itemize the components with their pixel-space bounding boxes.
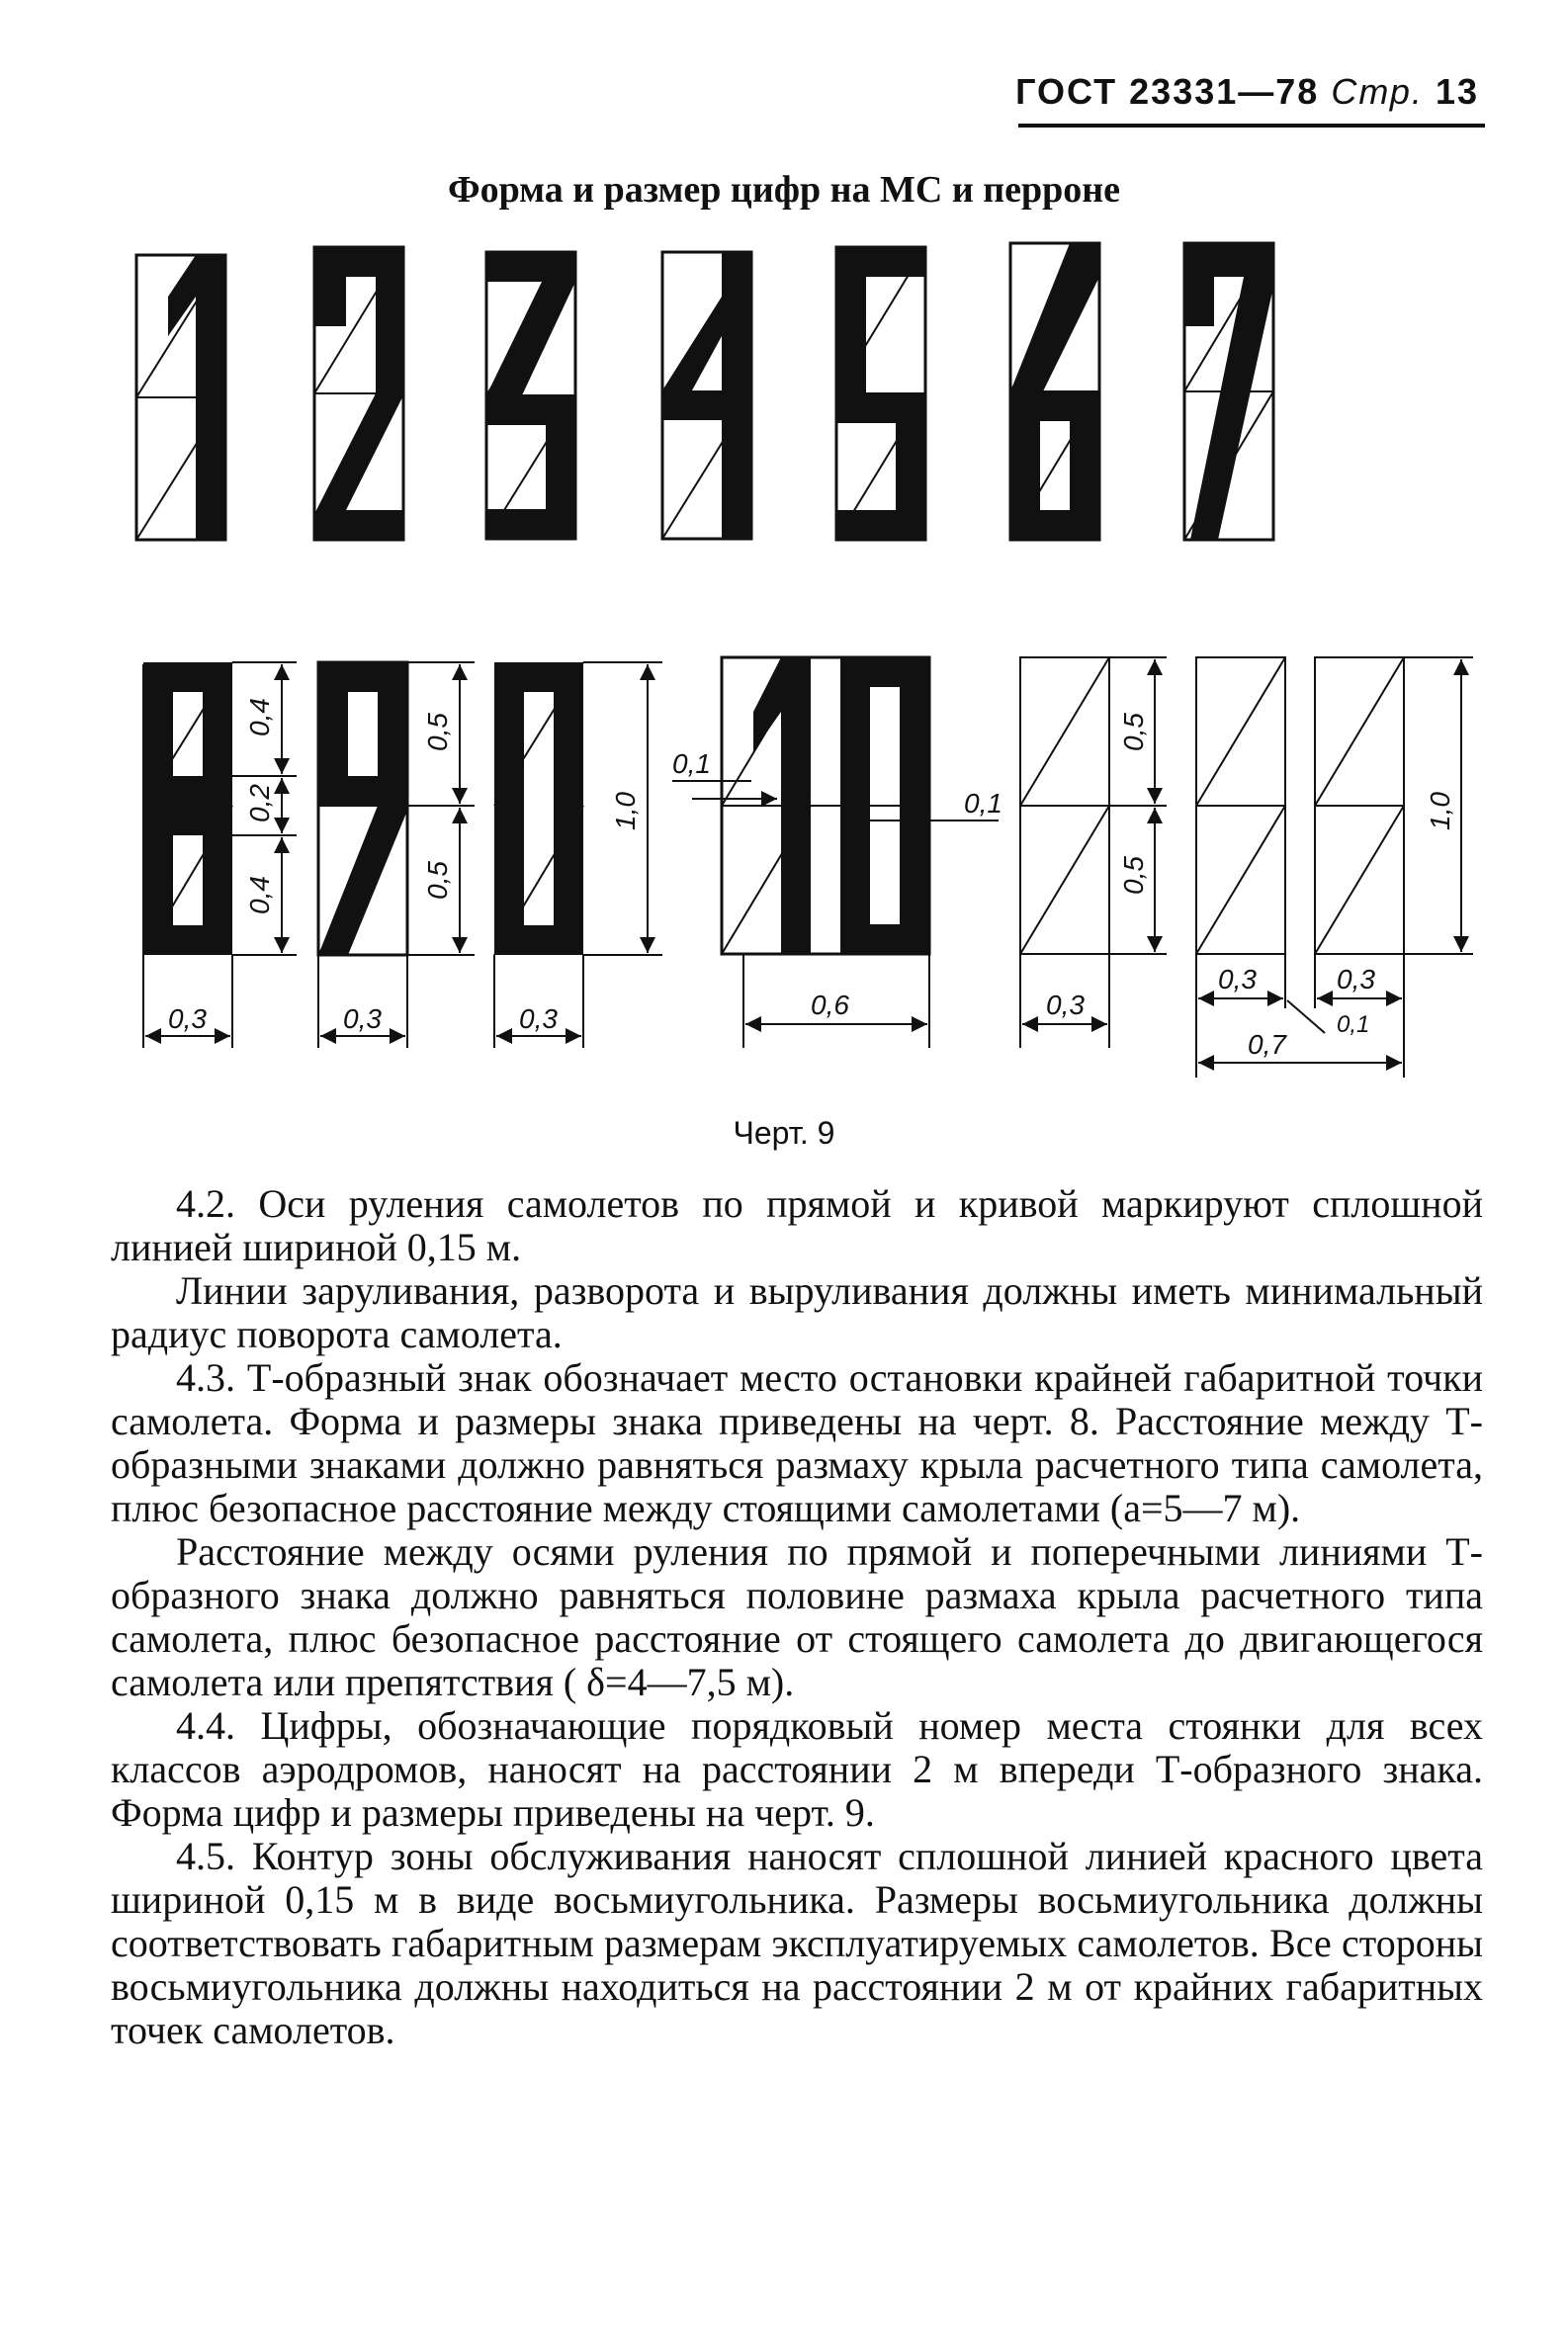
paragraph: 4.5. Контур зоны обслуживания наносят сплошной линией красного цвета шириной 0,15 м в виде восьмиугольника. Размеры восьмиугольника должны соответствовать габаритным размерам эксплуатируемых самолетов. Все стороны восьмиугольника должны находиться на расстоянии 2 м от крайних габаритных точек самолетов. [111, 1834, 1483, 2052]
digit-2 [314, 247, 403, 540]
paragraph: 4.3. Т-образный знак обозначает место остановки крайней габаритной точки самолета. Форма и размеры знака приведены на черт. 8. Расстояние между Т-образными знаками должно равняться размаху крыла расчетного типа самолета, плюс безопасное расстояние между стоящими самолетами (а=5—7 м). [111, 1355, 1483, 1530]
grid-cell-1 [1020, 657, 1109, 954]
dim-label: 0,4 [244, 698, 275, 736]
dim-label: 0,3 [1337, 964, 1375, 994]
digits-row-2 [143, 657, 1404, 955]
dim-label: 0,1 [1337, 1011, 1370, 1038]
digit-5 [836, 247, 925, 540]
digit-1 [136, 255, 225, 540]
digit-7 [1184, 243, 1273, 540]
digit-9 [318, 662, 407, 955]
digit-10 [722, 657, 929, 954]
dim-label: 0,7 [1248, 1029, 1286, 1060]
dim-label: 0,3 [1218, 964, 1257, 994]
digit-3 [486, 252, 575, 539]
digits-row-1 [136, 243, 1273, 540]
dim-label: 0,1 [964, 788, 1002, 819]
dim-label: 0,6 [811, 990, 849, 1020]
dim-label: 0,1 [672, 748, 711, 779]
body-text [111, 1182, 1483, 2052]
figure-title: Форма и размер цифр на МС и перроне [447, 169, 1121, 211]
dim-label: 0,3 [519, 1003, 558, 1034]
paragraph: Линии заруливания, разворота и выруливания должны иметь минимальный радиус поворота самолета. [111, 1268, 1483, 1356]
dim-label: 0,3 [1046, 990, 1085, 1020]
page-number: 13 [1435, 71, 1479, 112]
digit-4 [662, 252, 751, 539]
dim-label: 0,3 [343, 1003, 382, 1034]
digit-6 [1010, 243, 1099, 540]
dim-label: 0,5 [1118, 713, 1149, 751]
digits-drawing [0, 0, 1568, 1097]
dim-label: 0,4 [244, 876, 275, 914]
dim-label: 0,5 [1118, 856, 1149, 895]
grid-cell-2 [1196, 657, 1404, 954]
digit-8 [143, 662, 232, 955]
paragraph: 4.4. Цифры, обозначающие порядковый номер места стоянки для всех классов аэродромов, наносят на расстоянии 2 м впереди Т-образного знака. Форма цифр и размеры приведены на черт. 9. [111, 1703, 1483, 1835]
dim-label: 1,0 [610, 792, 641, 830]
dim-label: 0,5 [422, 861, 453, 900]
dim-label: 0,3 [168, 1003, 207, 1034]
dim-label: 0,2 [244, 784, 275, 822]
doc-number: ГОСТ 23331—78 [1015, 71, 1320, 112]
page-label: Стр. [1331, 71, 1424, 112]
digit-0 [494, 662, 583, 955]
dim-label: 0,5 [422, 713, 453, 751]
figure-caption: Черт. 9 [733, 1115, 835, 1151]
paragraph: 4.2. Оси руления самолетов по прямой и кривой маркируют сплошной линией шириной 0,15 м. [111, 1181, 1483, 1269]
paragraph: Расстояние между осями руления по прямой и поперечными линиями Т-образного знака должно равняться половине размаха крыла расчетного типа самолета, плюс безопасное расстояние от стоящего самолета до двигающегося самолета или препятствия ( δ=4—7,5 м). [111, 1529, 1483, 1704]
dim-label: 1,0 [1425, 792, 1455, 830]
